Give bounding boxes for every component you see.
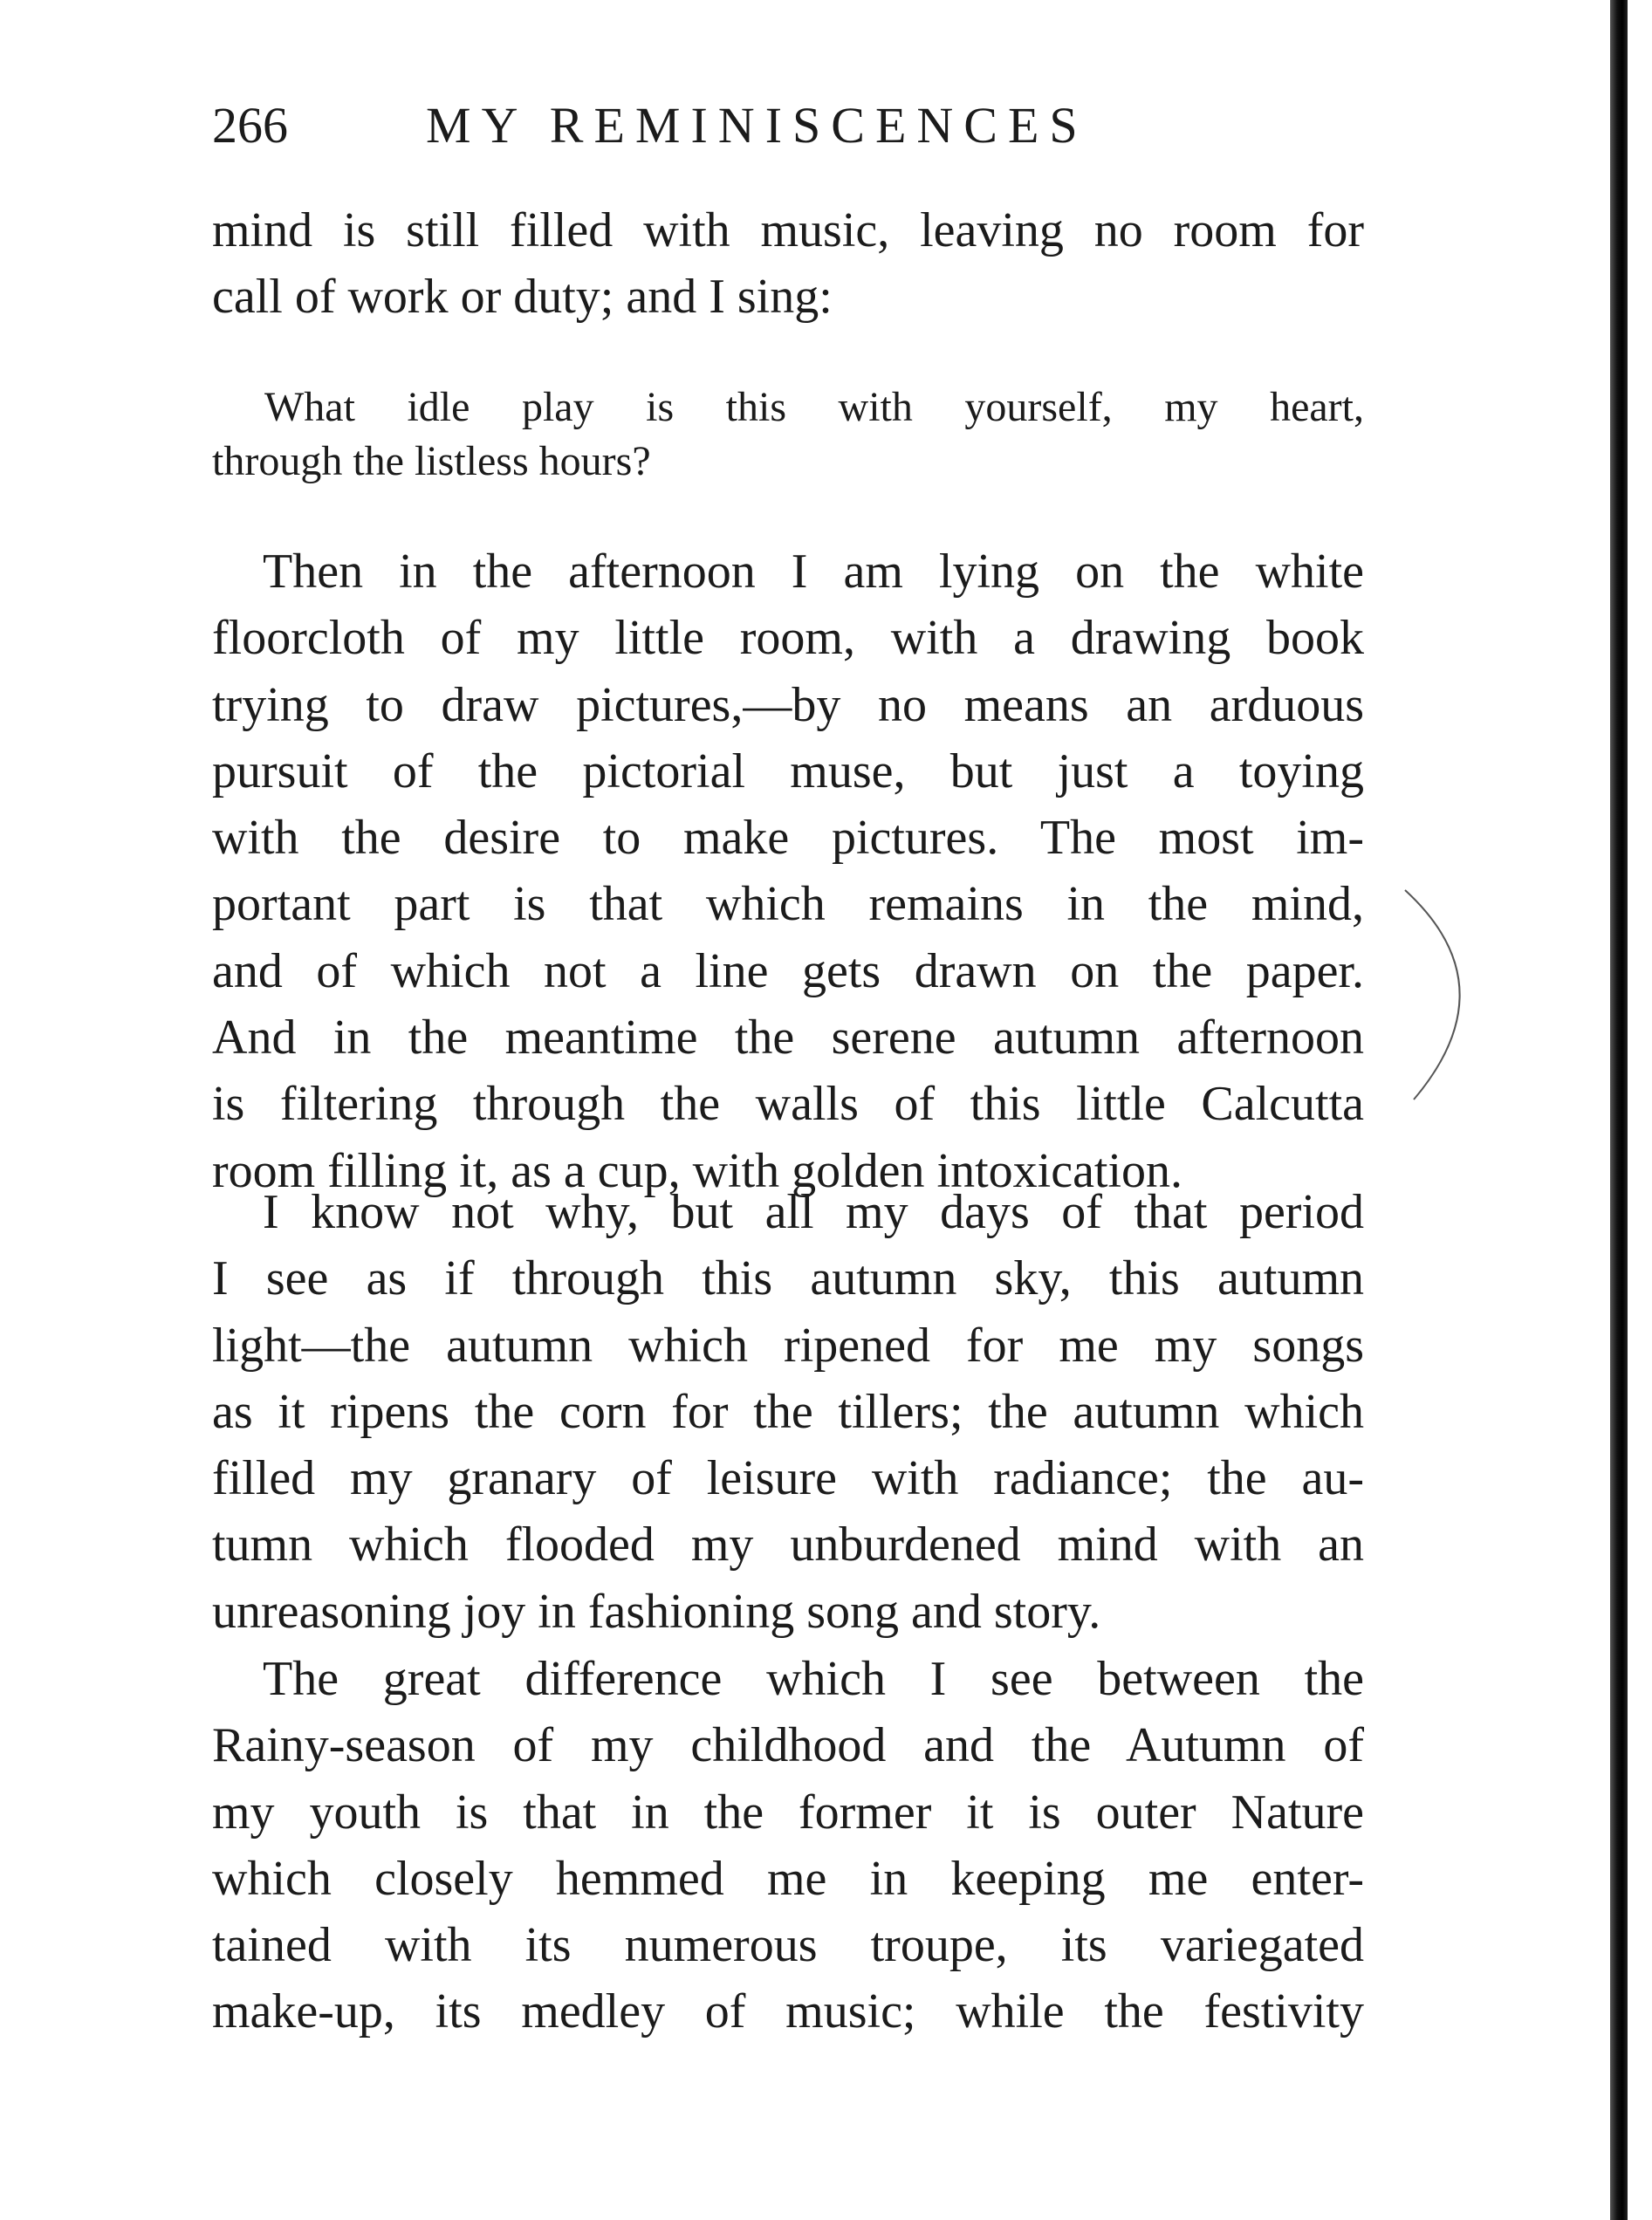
text-line: filled my granary of leisure with radiance; the au- — [212, 1451, 1364, 1506]
text-line: with the desire to make pictures. The most im- — [212, 811, 1364, 866]
text-line: as it ripens the corn for the tillers; the autumn which — [212, 1384, 1364, 1439]
running-title: MY REMINISCENCES — [426, 97, 1088, 154]
text-line: which closely hemmed me in keeping me enter- — [212, 1851, 1364, 1906]
text-line: call of work or duty; and I sing: — [212, 270, 833, 325]
binding-edge — [1610, 0, 1628, 2220]
text-line: is filtering through the walls of this little Calcutta — [212, 1077, 1364, 1132]
paragraph-autumn — [212, 1179, 1364, 1645]
text-line: tumn which flooded my unburdened mind with an — [212, 1518, 1364, 1572]
text-line: light—the autumn which ripened for me my songs — [212, 1318, 1364, 1373]
text-line: Then in the afternoon I am lying on the white — [263, 545, 1364, 599]
song-quote — [212, 380, 1364, 489]
text-line: make-up, its medley of music; while the festivity — [212, 1984, 1364, 2039]
paragraph-continued — [212, 197, 1364, 331]
text-line: portant part is that which remains in the mind, — [212, 877, 1364, 932]
text-line: unreasoning joy in fashioning song and story. — [212, 1584, 1101, 1639]
text-line: room filling it, as a cup, with golden intoxication. — [212, 1143, 1183, 1198]
text-line: I know not why, but all my days of that period — [263, 1185, 1364, 1239]
page-number: 266 — [212, 97, 288, 154]
text-line: The great difference which I see between the — [263, 1652, 1364, 1706]
page-header — [212, 94, 1364, 157]
text-line: Rainy-season of my childhood and the Autumn of — [212, 1718, 1364, 1773]
text-line: floorcloth of my little room, with a drawing book — [212, 611, 1364, 666]
text-line: And in the meantime the serene autumn afternoon — [212, 1011, 1364, 1065]
text-line: my youth is that in the former it is outer Nature — [212, 1785, 1364, 1840]
text-line: mind is still filled with music, leaving no room for — [212, 203, 1364, 257]
text-line: pursuit of the pictorial muse, but just a toying — [212, 743, 1364, 798]
text-line: I see as if through this autumn sky, this autumn — [212, 1251, 1364, 1306]
quote-line: through the listless hours? — [212, 438, 651, 484]
paragraph-seasons — [212, 1646, 1364, 2045]
paragraph-afternoon — [212, 538, 1364, 1204]
margin-arc-mark — [1396, 881, 1501, 1108]
quote-line: What idle play is this with yourself, my heart, — [264, 384, 1364, 430]
text-line: trying to draw pictures,—by no means an arduous — [212, 677, 1364, 732]
text-line: and of which not a line gets drawn on the paper. — [212, 943, 1364, 998]
text-line: tained with its numerous troupe, its variegated — [212, 1918, 1364, 1973]
